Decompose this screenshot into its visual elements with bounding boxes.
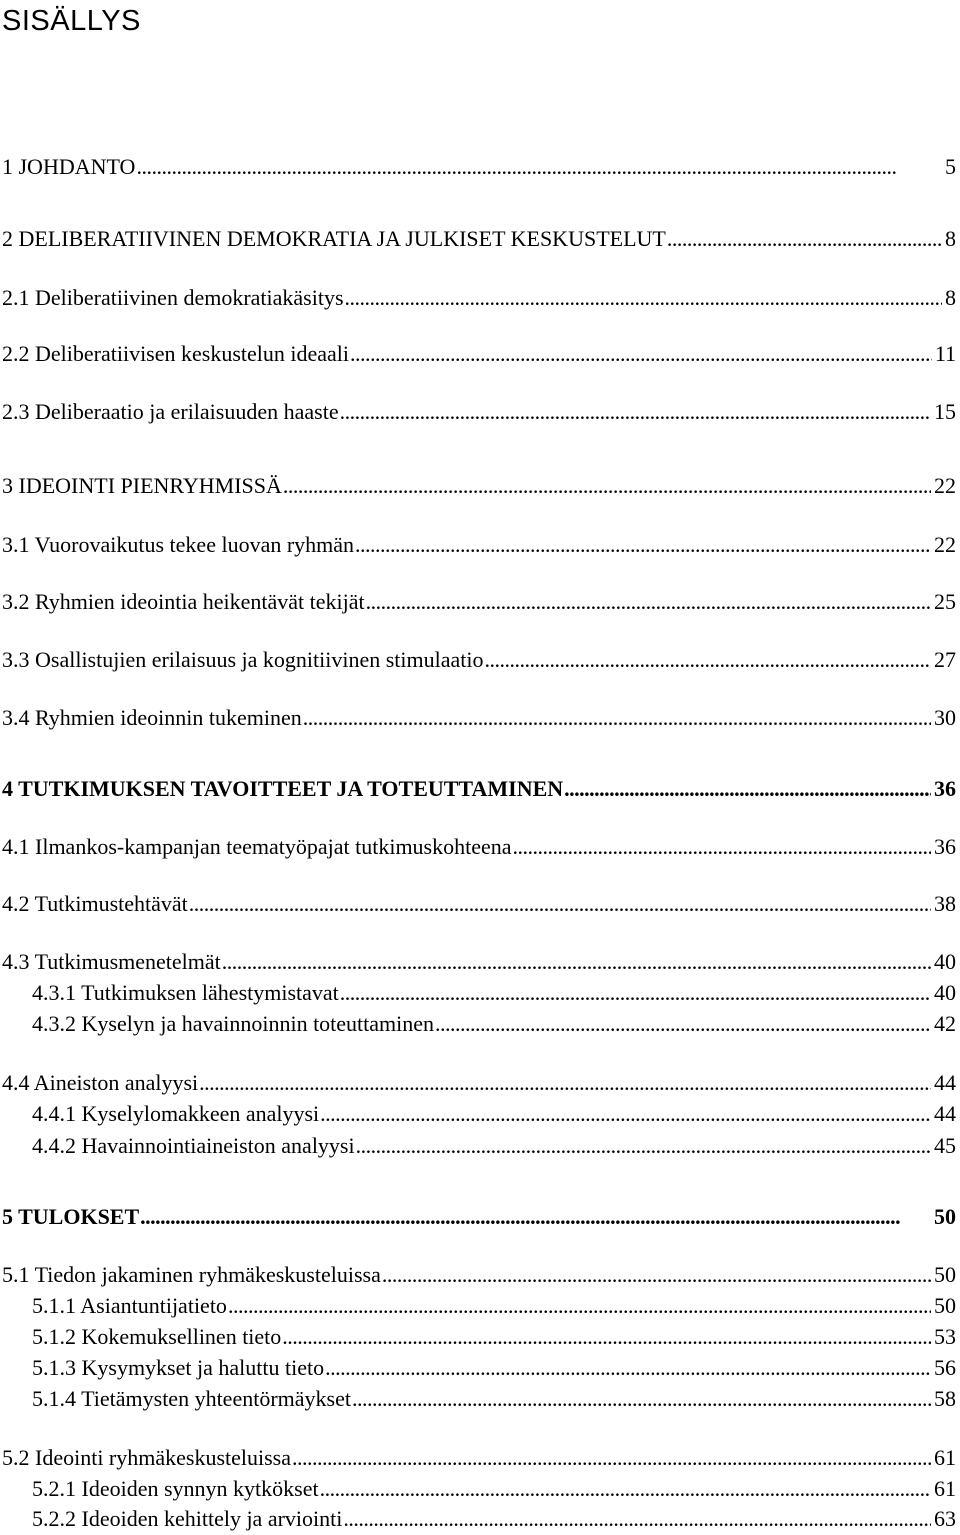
- toc-entry-chapter-4: [0, 775, 960, 803]
- toc-entry-subsection-5-1-3: [0, 1354, 960, 1382]
- toc-entry-page: 50: [934, 1204, 956, 1229]
- toc-entry-page: 30: [934, 705, 956, 730]
- toc-entry-label: 4.2 Tutkimustehtävät: [2, 891, 188, 916]
- toc-entry-section-4-3: [0, 948, 960, 976]
- toc-entry-label: 4.1 Ilmankos-kampanjan teematyöpajat tutkimuskohteena: [2, 834, 512, 859]
- dot-leader: [282, 1323, 931, 1351]
- toc-entry-page: 22: [934, 532, 956, 557]
- toc-entry-page: 38: [934, 891, 956, 916]
- toc-entry-label: 5.1 Tiedon jakaminen ryhmäkeskusteluissa: [2, 1262, 381, 1287]
- dot-leader: [345, 284, 942, 312]
- dot-leader: [366, 588, 931, 616]
- toc-entry-page: 50: [934, 1293, 956, 1318]
- page-title: SISÄLLYS: [2, 5, 141, 37]
- toc-entry-section-2-2: [0, 340, 960, 368]
- dot-leader: [485, 646, 932, 674]
- toc-entry-page: 61: [934, 1445, 956, 1470]
- toc-entry-subsection-5-1-1: [0, 1292, 960, 1320]
- toc-entry-page: 11: [934, 341, 956, 366]
- toc-entry-page: 44: [934, 1101, 956, 1126]
- toc-entry-subsection-5-1-4: [0, 1385, 960, 1413]
- dot-leader: [435, 1010, 931, 1038]
- toc-entry-subsection-5-2-1: [0, 1475, 960, 1503]
- dot-leader: [667, 225, 942, 253]
- toc-entry-page: 36: [934, 776, 956, 801]
- toc-entry-label: 2.1 Deliberatiivinen demokratiakäsitys: [2, 285, 344, 310]
- toc-entry-chapter-2: [0, 225, 960, 253]
- dot-leader: [292, 1444, 931, 1472]
- toc-entry-page: 15: [934, 399, 956, 424]
- toc-entry-label: 5.1.2 Kokemuksellinen tieto: [32, 1324, 282, 1349]
- toc-entry-page: 42: [934, 1011, 956, 1036]
- dot-leader: [350, 340, 932, 368]
- toc-entry-label: 5.2 Ideointi ryhmäkeskusteluissa: [2, 1445, 292, 1470]
- toc-entry-label: 2.3 Deliberaatio ja erilaisuuden haaste: [2, 399, 339, 424]
- dot-leader: [140, 1203, 931, 1231]
- toc-entry-chapter-3: [0, 472, 960, 500]
- toc-entry-page: 44: [934, 1070, 956, 1095]
- toc-entry-section-2-3: [0, 398, 960, 426]
- toc-entry-subsection-4-4-1: [0, 1100, 960, 1128]
- toc-entry-label: 2 DELIBERATIIVINEN DEMOKRATIA JA JULKISET KESKUSTELUT: [2, 226, 666, 251]
- toc-entry-page: 53: [934, 1324, 956, 1349]
- dot-leader: [199, 1069, 931, 1097]
- dot-leader: [355, 531, 931, 559]
- toc-entry-label: 5.2.2 Ideoiden kehittely ja arviointi: [32, 1506, 343, 1531]
- dot-leader: [222, 948, 931, 976]
- toc-entry-label: 4.4.2 Havainnointiaineiston analyysi: [32, 1133, 355, 1158]
- toc-entry-section-4-1: [0, 833, 960, 861]
- toc-entry-label: 4.4 Aineiston analyysi: [2, 1070, 199, 1095]
- toc-entry-label: 3.1 Vuorovaikutus tekee luovan ryhmän: [2, 532, 355, 557]
- dot-leader: [189, 890, 931, 918]
- dot-leader: [340, 979, 931, 1007]
- toc-entry-section-3-1: [0, 531, 960, 559]
- toc-entry-label: 3.2 Ryhmien ideointia heikentävät tekijät: [2, 589, 365, 614]
- dot-leader: [382, 1261, 931, 1289]
- toc-entry-section-5-1: [0, 1261, 960, 1289]
- dot-leader: [513, 833, 931, 861]
- toc-entry-section-3-2: [0, 588, 960, 616]
- dot-leader: [340, 398, 931, 426]
- toc-entry-chapter-5: [0, 1203, 960, 1231]
- toc-entry-label: 4.3.1 Tutkimuksen lähestymistavat: [32, 980, 339, 1005]
- dot-leader: [283, 472, 931, 500]
- toc-entry-subsection-4-3-2: [0, 1010, 960, 1038]
- dot-leader: [356, 1132, 931, 1160]
- toc-entry-page: 36: [934, 834, 956, 859]
- toc-entry-page: 45: [934, 1133, 956, 1158]
- dot-leader: [320, 1100, 931, 1128]
- toc-entry-section-5-2: [0, 1444, 960, 1472]
- toc-entry-label: 3.4 Ryhmien ideoinnin tukeminen: [2, 705, 302, 730]
- dot-leader: [564, 775, 931, 803]
- toc-entry-section-3-4: [0, 704, 960, 732]
- toc-entry-page: 50: [934, 1262, 956, 1287]
- toc-entry-label: 5.1.3 Kysymykset ja haluttu tieto: [32, 1355, 325, 1380]
- toc-entry-page: 22: [934, 473, 956, 498]
- toc-entry-label: 4 TUTKIMUKSEN TAVOITTEET JA TOTEUTTAMINEN: [2, 776, 564, 801]
- toc-entry-section-4-2: [0, 890, 960, 918]
- dot-leader: [136, 153, 942, 181]
- toc-entry-subsection-5-2-2: [0, 1505, 960, 1533]
- toc-entry-label: 2.2 Deliberatiivisen keskustelun ideaali: [2, 341, 350, 366]
- dot-leader: [303, 704, 931, 732]
- toc-entry-page: 25: [934, 589, 956, 614]
- toc-entry-subsection-4-3-1: [0, 979, 960, 1007]
- toc-entry-section-2-1: [0, 284, 960, 312]
- toc-entry-page: 27: [934, 647, 956, 672]
- toc-entry-page: 56: [934, 1355, 956, 1380]
- toc-entry-page: 40: [934, 949, 956, 974]
- toc-entry-page: 63: [934, 1506, 956, 1531]
- dot-leader: [325, 1354, 931, 1382]
- toc-entry-label: 5 TULOKSET: [2, 1204, 140, 1229]
- toc-entry-section-4-4: [0, 1069, 960, 1097]
- toc-entry-label: 5.2.1 Ideoiden synnyn kytkökset: [32, 1476, 319, 1501]
- toc-entry-label: 3.3 Osallistujien erilaisuus ja kognitiivinen stimulaatio: [2, 647, 484, 672]
- toc-entry-page: 40: [934, 980, 956, 1005]
- toc-entry-label: 4.3.2 Kyselyn ja havainnoinnin toteuttaminen: [32, 1011, 435, 1036]
- toc-entry-page: 8: [945, 285, 956, 310]
- toc-entry-label: 3 IDEOINTI PIENRYHMISSÄ: [2, 473, 282, 498]
- toc-entry-page: 58: [934, 1386, 956, 1411]
- toc-entry-label: 4.3 Tutkimusmenetelmät: [2, 949, 221, 974]
- toc-entry-page: 5: [945, 154, 956, 179]
- toc-entry-label: 4.4.1 Kyselylomakkeen analyysi: [32, 1101, 320, 1126]
- dot-leader: [352, 1385, 931, 1413]
- toc-entry-chapter-1: [0, 153, 960, 181]
- toc-entry-subsection-5-1-2: [0, 1323, 960, 1351]
- toc-entry-page: 61: [934, 1476, 956, 1501]
- toc-entry-label: 1 JOHDANTO: [2, 154, 136, 179]
- dot-leader: [228, 1292, 931, 1320]
- dot-leader: [320, 1475, 931, 1503]
- toc-entry-label: 5.1.4 Tietämysten yhteentörmäykset: [32, 1386, 351, 1411]
- toc-entry-subsection-4-4-2: [0, 1132, 960, 1160]
- toc-entry-section-3-3: [0, 646, 960, 674]
- toc-entry-page: 8: [945, 226, 956, 251]
- toc-entry-label: 5.1.1 Asiantuntijatieto: [32, 1293, 227, 1318]
- dot-leader: [343, 1505, 931, 1533]
